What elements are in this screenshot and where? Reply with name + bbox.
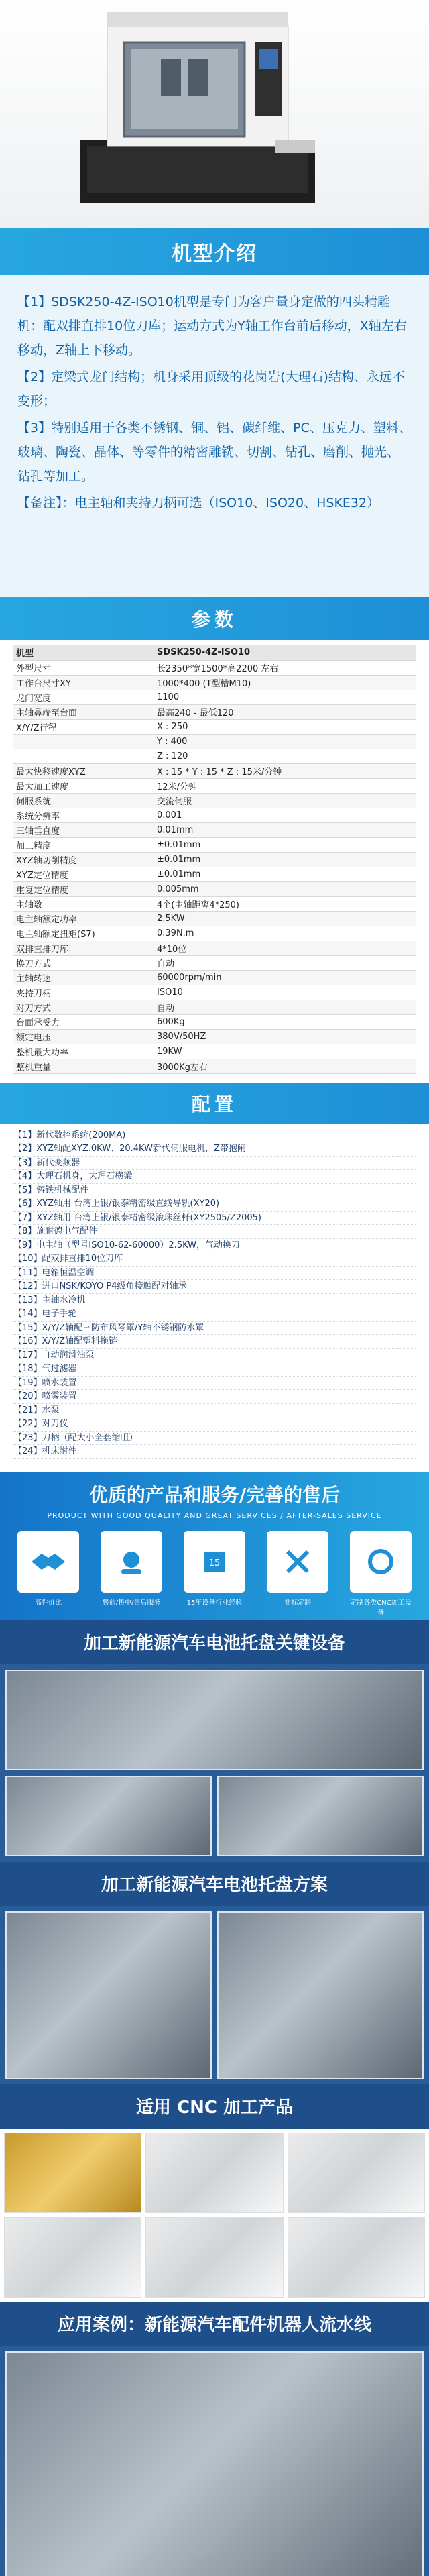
param-name: 主轴数 bbox=[13, 896, 154, 911]
params-row bbox=[13, 690, 416, 704]
config-item: 【3】新代变频器 bbox=[13, 1157, 416, 1171]
param-name: X/Y/Z行程 bbox=[13, 719, 154, 734]
param-value: 交流伺服 bbox=[154, 793, 416, 808]
params-row bbox=[13, 985, 416, 1000]
params-row bbox=[13, 852, 416, 867]
params-row bbox=[13, 734, 416, 749]
section-title: 加工新能源汽车电池托盘方案 bbox=[101, 1875, 328, 1895]
param-name: 机型 bbox=[13, 645, 154, 660]
intro-title: 机型介绍 bbox=[172, 242, 257, 266]
service-label: 15年设备行业经验 bbox=[186, 1599, 243, 1607]
param-value: 0.001 bbox=[154, 808, 416, 822]
config-item: 【23】刀柄（配大小全套缩咀） bbox=[13, 1432, 416, 1446]
param-value: 19KW bbox=[154, 1044, 416, 1059]
param-value: 1100 bbox=[154, 690, 416, 704]
param-name: 加工精度 bbox=[13, 837, 154, 852]
param-name: 外型尺寸 bbox=[13, 660, 154, 675]
param-name: 电主轴额定扭矩(S7) bbox=[13, 926, 154, 941]
params-row bbox=[13, 955, 416, 970]
equipment-photos bbox=[0, 1664, 429, 1862]
intro-paragraph: 【3】特别适用于各类不锈钢、铜、铝、碳纤维、PC、压克力、塑料、玻璃、陶瓷、晶体、等零件的精密雕铣、切割、钻孔、磨削、抛光、钻孔等加工。 bbox=[17, 421, 412, 484]
param-name: 最大加工速度 bbox=[13, 778, 154, 793]
param-value: 0.01mm bbox=[154, 822, 416, 837]
config-item: 【20】喷雾装置 bbox=[13, 1390, 416, 1404]
hero-machine-image bbox=[0, 0, 429, 228]
svg-text:15: 15 bbox=[208, 1558, 221, 1568]
config-item: 【5】铸铁机械配件 bbox=[13, 1184, 416, 1198]
params-row bbox=[13, 1029, 416, 1044]
param-name: 主轴转速 bbox=[13, 970, 154, 985]
config-title-bar bbox=[0, 1083, 429, 1124]
param-name bbox=[13, 734, 154, 749]
intro-paragraph: 【备注】：电主轴和夹持刀柄可选（ISO10、ISO20、HSKE32） bbox=[17, 496, 380, 511]
intro-title-bar bbox=[0, 228, 429, 275]
params-row bbox=[13, 704, 416, 719]
param-value: 380V/50HZ bbox=[154, 1029, 416, 1044]
config-item: 【14】电子手轮 bbox=[13, 1307, 416, 1322]
section-heading bbox=[0, 1620, 429, 1664]
param-name: XYZ定位精度 bbox=[13, 867, 154, 881]
product-photo bbox=[288, 2133, 425, 2213]
params-row bbox=[13, 837, 416, 852]
param-name: 最大快移速度XYZ bbox=[13, 763, 154, 778]
product-photo bbox=[145, 2217, 283, 2298]
config-item: 【24】机床附件 bbox=[13, 1445, 416, 1459]
param-name: 伺服系统 bbox=[13, 793, 154, 808]
params-row bbox=[13, 808, 416, 822]
params-row bbox=[13, 896, 416, 911]
param-value: SDSK250-4Z-ISO10 bbox=[154, 645, 416, 660]
param-name: 整机重量 bbox=[13, 1059, 154, 1073]
section-title: 适用 CNC 加工产品 bbox=[135, 2098, 294, 2118]
params-title-bar bbox=[0, 597, 429, 640]
config-item: 【8】施耐德电气配件 bbox=[13, 1225, 416, 1239]
section-title: 加工新能源汽车电池托盘关键设备 bbox=[83, 1633, 345, 1654]
params-row bbox=[13, 675, 416, 690]
param-name: 工作台尺寸XY bbox=[13, 675, 154, 690]
equipment-photo bbox=[217, 1776, 424, 1856]
param-value: 自动 bbox=[154, 1000, 416, 1014]
config-item: 【16】X/Y/Z轴配塑料拖链 bbox=[13, 1335, 416, 1349]
service-item bbox=[98, 1531, 165, 1617]
param-name: 重复定位精度 bbox=[13, 881, 154, 896]
params-row bbox=[13, 1044, 416, 1059]
equipment-photo bbox=[5, 1776, 212, 1856]
params-row bbox=[13, 763, 416, 778]
service-item bbox=[15, 1531, 82, 1617]
config-item: 【17】自动润滑油泵 bbox=[13, 1349, 416, 1363]
params-row bbox=[13, 911, 416, 926]
config-item: 【15】X/Y/Z轴配三防布风琴罩/Y轴不锈钢防水罩 bbox=[13, 1322, 416, 1336]
params-table bbox=[13, 645, 416, 1074]
service-subtitle: PRODUCT WITH GOOD QUALITY AND GREAT SERVICES / AFTER-SALES SERVICE bbox=[47, 1511, 382, 1520]
params-row bbox=[13, 970, 416, 985]
experience-icon bbox=[184, 1531, 245, 1593]
params-row bbox=[13, 822, 416, 837]
params-row bbox=[13, 926, 416, 941]
config-item: 【9】电主轴（型号ISO10-62-60000）2.5KW，气动换刀 bbox=[13, 1239, 416, 1253]
params-row bbox=[13, 1059, 416, 1073]
config-list bbox=[0, 1124, 429, 1472]
param-name: XYZ轴切削精度 bbox=[13, 852, 154, 867]
product-photo bbox=[4, 2217, 141, 2298]
service-item bbox=[264, 1531, 331, 1617]
param-value: 长2350*宽1500*高2200 左右 bbox=[154, 660, 416, 675]
param-value: 0.39N.m bbox=[154, 926, 416, 941]
intro-paragraph: 【1】SDSK250-4Z-ISO10机型是专门为客户量身定做的四头精雕机：配双排直排10位刀库；运动方式为Y轴工作台前后移动，X轴左右移动，Z轴上下移动。 bbox=[17, 294, 407, 358]
param-name bbox=[13, 749, 154, 763]
config-item: 【10】配双排直排10位刀库 bbox=[13, 1252, 416, 1267]
params-row bbox=[13, 867, 416, 881]
params-row bbox=[13, 645, 416, 660]
param-value: 2.5KW bbox=[154, 911, 416, 926]
solution-photos bbox=[0, 1906, 429, 2084]
product-photo bbox=[288, 2217, 425, 2298]
param-value: ISO10 bbox=[154, 985, 416, 1000]
param-value: 0.005mm bbox=[154, 881, 416, 896]
cnc-products-grid bbox=[0, 2129, 429, 2302]
param-name: 对刀方式 bbox=[13, 1000, 154, 1014]
custom-icon bbox=[267, 1531, 328, 1593]
param-value: 1000*400 (T型槽M10) bbox=[154, 675, 416, 690]
param-value: Z : 120 bbox=[154, 749, 416, 763]
config-item: 【6】XYZ轴用 台湾上银/银泰精密级直线导轨(XY20) bbox=[13, 1197, 416, 1212]
config-item: 【19】喷水装置 bbox=[13, 1377, 416, 1391]
service-label: 定制各类CNC加工设备 bbox=[350, 1599, 412, 1617]
param-value: 3000Kg左右 bbox=[154, 1059, 416, 1073]
params-row bbox=[13, 881, 416, 896]
params-row bbox=[13, 1000, 416, 1014]
config-title: 配置 bbox=[191, 1093, 237, 1116]
param-name: 整机最大功率 bbox=[13, 1044, 154, 1059]
param-value: 自动 bbox=[154, 955, 416, 970]
params-row bbox=[13, 941, 416, 955]
equipment-photo bbox=[5, 1670, 424, 1770]
param-name: 台面承受力 bbox=[13, 1014, 154, 1029]
cnc-icon bbox=[350, 1531, 412, 1593]
case-photo bbox=[5, 2351, 424, 2576]
section-heading bbox=[0, 2302, 429, 2346]
solution-photo bbox=[5, 1911, 212, 2079]
config-item: 【12】进口NSK/KOYO P4级角接触配对轴承 bbox=[13, 1280, 416, 1294]
config-item: 【22】对刀仪 bbox=[13, 1417, 416, 1432]
param-name: 夹持刀柄 bbox=[13, 985, 154, 1000]
service-label: 高性价比 bbox=[35, 1599, 62, 1607]
param-value: 60000rpm/min bbox=[154, 970, 416, 985]
params-row bbox=[13, 749, 416, 763]
param-name: 龙门宽度 bbox=[13, 690, 154, 704]
param-name: 换刀方式 bbox=[13, 955, 154, 970]
intro-paragraph: 【2】定梁式龙门结构；机身采用顶级的花岗岩(大理石)结构、永远不变形； bbox=[17, 370, 405, 409]
param-name: 三轴垂直度 bbox=[13, 822, 154, 837]
section-heading bbox=[0, 1862, 429, 1906]
param-value: 600Kg bbox=[154, 1014, 416, 1029]
param-value: 最高240 - 最低120 bbox=[154, 704, 416, 719]
section-title: 应用案例：新能源汽车配件机器人流水线 bbox=[57, 2315, 371, 2335]
service-item bbox=[181, 1531, 248, 1617]
config-item: 【13】主轴水冷机 bbox=[13, 1294, 416, 1308]
config-item: 【7】XYZ轴用 台湾上银/银泰精密级滚珠丝杆(XY2505/Z2005) bbox=[13, 1212, 416, 1226]
params-row bbox=[13, 1014, 416, 1029]
config-item: 【2】XYZ轴配XYZ.0KW、20.4KW新代伺服电机，Z带抱闸 bbox=[13, 1142, 416, 1157]
case-photos bbox=[0, 2346, 429, 2576]
config-item: 【21】水泵 bbox=[13, 1404, 416, 1418]
param-name: 额定电压 bbox=[13, 1029, 154, 1044]
param-value: ±0.01mm bbox=[154, 837, 416, 852]
handshake-icon bbox=[17, 1531, 79, 1593]
params-row bbox=[13, 793, 416, 808]
param-name: 主轴鼻端至台面 bbox=[13, 704, 154, 719]
params-row bbox=[13, 660, 416, 675]
service-label: 售前/售中/售后服务 bbox=[102, 1599, 161, 1607]
params-row bbox=[13, 719, 416, 734]
param-value: Y : 400 bbox=[154, 734, 416, 749]
product-photo bbox=[145, 2133, 283, 2213]
service-banner bbox=[0, 1472, 429, 1620]
param-name: 双排直排刀库 bbox=[13, 941, 154, 955]
params-title: 参数 bbox=[191, 608, 237, 631]
param-value: X : 250 bbox=[154, 719, 416, 734]
solution-photo bbox=[217, 1911, 424, 2079]
params-row bbox=[13, 778, 416, 793]
config-item: 【11】电箱恒温空调 bbox=[13, 1267, 416, 1281]
param-value: ±0.01mm bbox=[154, 867, 416, 881]
service-item bbox=[347, 1531, 414, 1617]
param-value: 12米/分钟 bbox=[154, 778, 416, 793]
config-item: 【1】新代数控系统(200MA) bbox=[13, 1129, 416, 1143]
section-heading bbox=[0, 2084, 429, 2129]
param-value: X : 15 * Y : 15 * Z : 15米/分钟 bbox=[154, 763, 416, 778]
service-label: 非标定制 bbox=[284, 1599, 311, 1607]
param-name: 系统分辨率 bbox=[13, 808, 154, 822]
config-item: 【18】气过滤器 bbox=[13, 1362, 416, 1377]
param-value: 4*10位 bbox=[154, 941, 416, 955]
machine-illustration bbox=[60, 12, 335, 213]
config-item: 【4】大理石机身，大理石横梁 bbox=[13, 1170, 416, 1184]
param-value: ±0.01mm bbox=[154, 852, 416, 867]
support-icon bbox=[101, 1531, 162, 1593]
service-title: 优质的产品和服务/完善的售后 bbox=[88, 1483, 341, 1506]
intro-section bbox=[0, 275, 429, 597]
param-value: 4个(主轴距离4*250) bbox=[154, 896, 416, 911]
product-photo bbox=[4, 2133, 141, 2213]
param-name: 电主轴额定功率 bbox=[13, 911, 154, 926]
